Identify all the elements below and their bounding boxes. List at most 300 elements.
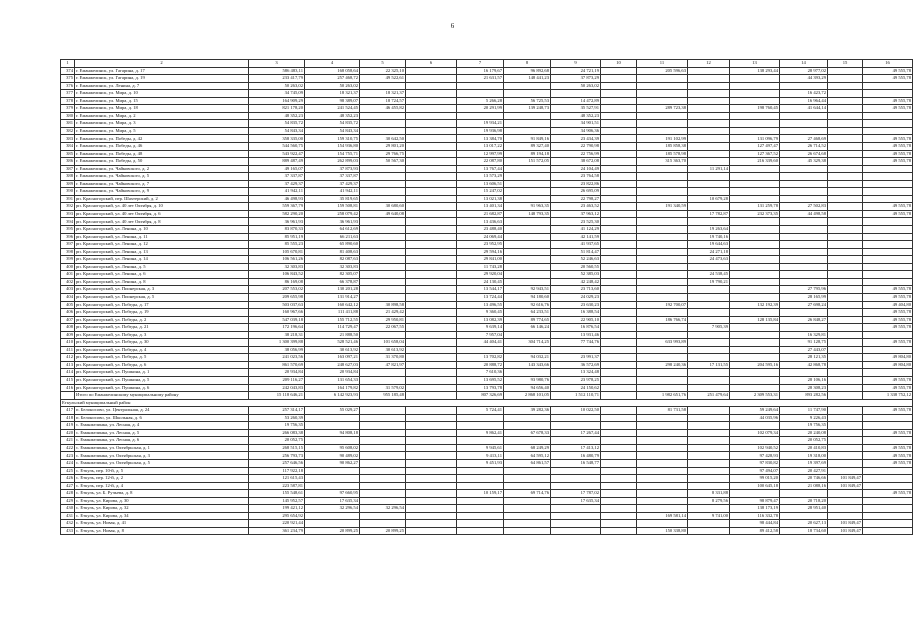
row-number-cell: 404	[61, 293, 75, 301]
column-number-cell: 4	[305, 60, 360, 68]
amount-cell: 20 240,08	[780, 429, 828, 437]
amount-cell	[828, 512, 863, 520]
amount-cell	[863, 226, 913, 234]
table-row	[61, 444, 913, 452]
amount-cell	[305, 414, 360, 422]
table-row	[61, 135, 913, 143]
amount-cell	[551, 437, 601, 445]
amount-cell: 20 052,75	[249, 437, 305, 445]
table-row	[61, 407, 913, 415]
amount-cell	[360, 376, 406, 384]
amount-cell	[863, 437, 913, 445]
amount-cell	[406, 67, 457, 75]
amount-cell	[637, 369, 688, 377]
amount-cell: 22 905,10	[551, 316, 601, 324]
amount-cell	[637, 226, 688, 234]
address-cell: с. Еманжелинка, ул. Лесная, д. 4	[75, 422, 249, 430]
row-number-cell: 411	[61, 346, 75, 354]
amount-cell	[637, 82, 688, 90]
amount-cell	[406, 422, 457, 430]
amount-cell: 46 498,93	[249, 195, 305, 203]
address-cell: рп. Красногорский, ул. Ленина, д. 14	[75, 256, 249, 264]
row-number-cell: 422	[61, 444, 75, 452]
amount-cell: 186 766,74	[637, 316, 688, 324]
amount-cell	[863, 180, 913, 188]
amount-cell	[828, 278, 863, 286]
amount-cell: 44 393,29	[780, 75, 828, 83]
amount-cell	[637, 422, 688, 430]
amount-cell	[828, 429, 863, 437]
amount-cell: 20 560,55	[551, 263, 601, 271]
amount-cell	[360, 120, 406, 128]
amount-cell: 49 555,78	[863, 324, 913, 332]
amount-cell	[551, 527, 601, 535]
column-number-cell: 8	[504, 60, 551, 68]
amount-cell: 26 695,09	[551, 188, 601, 196]
amount-cell: 10 159,17	[457, 490, 504, 498]
amount-cell	[504, 369, 551, 377]
amount-cell	[601, 301, 637, 309]
column-number-cell: 1	[61, 60, 75, 68]
address-cell: рп. Красногорский, ул. Пушкина, д. 1	[75, 369, 249, 377]
amount-cell: 92 616,76	[504, 301, 551, 309]
amount-cell	[688, 437, 730, 445]
amount-cell	[688, 301, 730, 309]
amount-cell: 47 821,97	[360, 361, 406, 369]
amount-cell	[828, 376, 863, 384]
amount-cell: 37 963,12	[551, 210, 601, 218]
amount-cell: 209 655,98	[249, 293, 305, 301]
amount-cell: 42 141,59	[551, 233, 601, 241]
amount-cell: 145 952,57	[249, 497, 305, 505]
table-row	[61, 459, 913, 467]
amount-cell: 98 389,07	[305, 97, 360, 105]
amount-cell	[637, 293, 688, 301]
row-number-cell: 405	[61, 301, 75, 309]
address-cell: п. Белоносово, ул. Школьная, д. 6	[75, 414, 249, 422]
amount-cell	[688, 286, 730, 294]
amount-cell	[863, 482, 913, 490]
amount-cell: 64 595,12	[504, 452, 551, 460]
amount-cell: 8 279,56	[688, 497, 730, 505]
amount-cell: 24 150,62	[551, 384, 601, 392]
amount-cell: 106 843,52	[249, 271, 305, 279]
amount-cell	[828, 248, 863, 256]
amount-cell	[828, 256, 863, 264]
amount-cell	[305, 437, 360, 445]
amount-cell: 64 861,57	[504, 459, 551, 467]
amount-cell	[406, 497, 457, 505]
amount-cell	[406, 75, 457, 83]
amount-cell	[730, 346, 780, 354]
amount-cell: 49 555,78	[863, 143, 913, 151]
amount-cell	[406, 135, 457, 143]
amount-cell	[406, 301, 457, 309]
amount-cell: 39 282,36	[504, 407, 551, 415]
amount-cell	[360, 407, 406, 415]
amount-cell	[730, 226, 780, 234]
row-number-cell: 406	[61, 309, 75, 317]
amount-cell	[637, 437, 688, 445]
amount-cell: 295 654,92	[249, 512, 305, 520]
address-cell: г. Еманжелинск, ул. Победы, д. 46	[75, 143, 249, 151]
amount-cell	[406, 490, 457, 498]
row-number-cell: 428	[61, 490, 75, 498]
amount-cell	[828, 150, 863, 158]
amount-cell: 49 555,78	[863, 158, 913, 166]
amount-cell	[406, 520, 457, 528]
row-number-cell: 401	[61, 271, 75, 279]
amount-cell	[406, 346, 457, 354]
table-row	[61, 520, 913, 528]
column-number-cell: 13	[730, 60, 780, 68]
address-cell: г. Еманжелинск, ул. Мира, д. 3	[75, 120, 249, 128]
table-row	[61, 127, 913, 135]
amount-cell: 20 934,84	[305, 369, 360, 377]
amount-cell	[688, 414, 730, 422]
amount-cell: 19 790,21	[688, 278, 730, 286]
amount-cell	[504, 271, 551, 279]
amount-cell	[828, 369, 863, 377]
amount-cell: 223 587,81	[249, 482, 305, 490]
amount-cell	[730, 218, 780, 226]
amount-cell	[601, 316, 637, 324]
amount-cell: 49 555,78	[863, 286, 913, 294]
amount-cell: 9 413,11	[457, 452, 504, 460]
amount-cell: 94 180,60	[504, 293, 551, 301]
amount-cell	[360, 475, 406, 483]
amount-cell: 93 980,76	[504, 376, 551, 384]
amount-cell: 46 455,82	[360, 105, 406, 113]
amount-cell: 82 087,63	[305, 256, 360, 264]
amount-cell	[551, 467, 601, 475]
address-cell: с. Еткуль, ул. Кирова, д. 32	[75, 505, 249, 513]
amount-cell	[504, 414, 551, 422]
amount-cell	[504, 256, 551, 264]
amount-cell: 106 561,26	[249, 256, 305, 264]
amount-cell	[730, 376, 780, 384]
row-number-cell: 381	[61, 120, 75, 128]
address-cell: г. Еманжелинск, ул. Победы, д. 48	[75, 150, 249, 158]
amount-cell	[637, 165, 688, 173]
amount-cell	[601, 467, 637, 475]
table-row	[61, 210, 913, 218]
amount-cell: 101 849,47	[828, 475, 863, 483]
amount-cell	[360, 233, 406, 241]
amount-cell	[828, 180, 863, 188]
amount-cell: 48 352,23	[305, 112, 360, 120]
amount-cell	[828, 505, 863, 513]
amount-cell: 48 352,23	[249, 112, 305, 120]
amount-cell	[688, 82, 730, 90]
address-cell: с. Еманжелинка, ул. Лесная, д. 6	[75, 437, 249, 445]
amount-cell: 13 021,38	[457, 195, 504, 203]
amount-cell	[637, 467, 688, 475]
address-cell: г. Еманжелинск, ул. Мира, д. 2	[75, 112, 249, 120]
table-row	[61, 173, 913, 181]
amount-cell: 41 124,29	[551, 226, 601, 234]
table-row	[61, 361, 913, 369]
amount-cell	[504, 120, 551, 128]
amount-cell: 38 672,08	[551, 158, 601, 166]
amount-cell	[457, 422, 504, 430]
amount-cell	[406, 256, 457, 264]
amount-cell: 29 920,04	[457, 271, 504, 279]
table-row	[61, 158, 913, 166]
amount-cell	[730, 82, 780, 90]
amount-cell	[780, 248, 828, 256]
amount-cell	[863, 467, 913, 475]
column-number-cell: 5	[360, 60, 406, 68]
amount-cell	[730, 263, 780, 271]
amount-cell: 154 755,71	[305, 150, 360, 158]
amount-cell: 114 729,47	[305, 324, 360, 332]
amount-cell	[637, 256, 688, 264]
amount-cell: 89 327,40	[504, 143, 551, 151]
amount-cell: 10 679,28	[688, 195, 730, 203]
amount-cell	[601, 527, 637, 535]
row-number-cell	[61, 392, 75, 400]
amount-cell: 38 218,31	[249, 331, 305, 339]
amount-cell: 6 142 923,93	[305, 392, 360, 400]
amount-cell	[688, 346, 730, 354]
column-number-cell: 12	[688, 60, 730, 68]
amount-cell: 27 468,69	[780, 135, 828, 143]
amount-cell	[688, 105, 730, 113]
amount-cell	[828, 414, 863, 422]
amount-cell: 20 410,83	[780, 444, 828, 452]
amount-cell: 49 555,78	[863, 459, 913, 467]
amount-cell	[601, 497, 637, 505]
amount-cell	[504, 527, 551, 535]
amount-cell: 955 185,48	[360, 392, 406, 400]
column-number-cell: 15	[828, 60, 863, 68]
amount-cell	[730, 195, 780, 203]
row-number-cell: 403	[61, 286, 75, 294]
amount-cell	[828, 407, 863, 415]
address-cell: с. Еманжелинка, ул. Октябрьская, д. 5	[75, 459, 249, 467]
amount-cell: 127 497,47	[730, 143, 780, 151]
amount-cell: 95 608,02	[305, 444, 360, 452]
amount-cell	[637, 429, 688, 437]
table-row	[61, 301, 913, 309]
section-heading-row	[61, 399, 913, 407]
amount-cell: 97 660,95	[305, 490, 360, 498]
amount-cell: 24 538,45	[688, 271, 730, 279]
address-cell: г. Еманжелинск, ул. Чайковского, д. 9	[75, 188, 249, 196]
amount-cell: 16 423,72	[780, 90, 828, 98]
amount-cell: 36 961,93	[249, 218, 305, 226]
row-number-cell: 377	[61, 90, 75, 98]
amount-cell	[828, 444, 863, 452]
amount-cell	[828, 135, 863, 143]
amount-cell	[688, 467, 730, 475]
amount-cell: 42 868,78	[780, 361, 828, 369]
amount-cell	[601, 361, 637, 369]
address-cell: рп. Красногорский, ул. Победы, д. 3	[75, 331, 249, 339]
amount-cell	[504, 278, 551, 286]
amount-cell	[305, 467, 360, 475]
row-number-cell: 379	[61, 105, 75, 113]
amount-cell: 59 249,64	[730, 407, 780, 415]
amount-cell: 9 226,43	[780, 414, 828, 422]
amount-cell	[780, 369, 828, 377]
amount-cell: 49 555,78	[863, 376, 913, 384]
row-number-cell: 383	[61, 135, 75, 143]
amount-cell: 19 740,16	[688, 233, 730, 241]
amount-cell	[730, 173, 780, 181]
amount-cell	[637, 475, 688, 483]
row-number-cell: 387	[61, 165, 75, 173]
amount-cell: 54 835,72	[305, 120, 360, 128]
amount-cell: 159 310,75	[305, 135, 360, 143]
address-cell: г. Еманжелинск, ул. Чайковского, д. 2	[75, 165, 249, 173]
amount-cell	[601, 150, 637, 158]
amount-cell: 155 712,55	[305, 316, 360, 324]
table-row	[61, 527, 913, 535]
amount-cell	[637, 271, 688, 279]
amount-cell: 66 211,63	[305, 233, 360, 241]
amount-cell	[863, 346, 913, 354]
table-row	[61, 384, 913, 392]
amount-cell	[406, 293, 457, 301]
amount-cell	[688, 505, 730, 513]
amount-cell	[601, 452, 637, 460]
amount-cell	[780, 309, 828, 317]
amount-cell	[406, 324, 457, 332]
amount-cell: 138 173,19	[730, 505, 780, 513]
amount-cell	[637, 346, 688, 354]
amount-cell: 20 627,13	[780, 520, 828, 528]
amount-cell	[457, 505, 504, 513]
amount-cell: 65 890,60	[305, 241, 360, 249]
table-row	[61, 82, 913, 90]
amount-cell: 13 793,78	[457, 384, 504, 392]
amount-cell: 81 408,63	[305, 248, 360, 256]
amount-cell: 44 404,41	[457, 339, 504, 347]
amount-cell	[637, 173, 688, 181]
amount-cell	[406, 407, 457, 415]
amount-cell: 361 234,79	[249, 527, 305, 535]
amount-cell	[601, 165, 637, 173]
amount-cell	[730, 256, 780, 264]
amount-cell	[730, 165, 780, 173]
amount-cell	[504, 127, 551, 135]
amount-cell: 251 479,64	[688, 392, 730, 400]
amount-cell: 17 787,02	[551, 490, 601, 498]
amount-cell: 121 615,43	[249, 475, 305, 483]
amount-cell	[688, 120, 730, 128]
row-number-cell: 400	[61, 263, 75, 271]
amount-cell	[828, 437, 863, 445]
amount-cell: 49 804,80	[863, 354, 913, 362]
amount-cell: 102 940,52	[730, 444, 780, 452]
column-number-cell: 16	[863, 60, 913, 68]
amount-cell	[406, 180, 457, 188]
amount-cell: 94 656,40	[504, 384, 551, 392]
amount-cell	[730, 369, 780, 377]
table-row	[61, 218, 913, 226]
table-row	[61, 339, 913, 347]
amount-cell: 49 555,78	[863, 444, 913, 452]
amount-cell: 207 553,02	[249, 286, 305, 294]
amount-cell: 232 373,35	[730, 210, 780, 218]
amount-cell: 23 952,95	[457, 241, 504, 249]
amount-cell: 164 179,82	[305, 384, 360, 392]
amount-cell	[730, 309, 780, 317]
amount-cell: 16 480,79	[551, 452, 601, 460]
amount-cell	[828, 203, 863, 211]
table-row	[61, 188, 913, 196]
table-row	[61, 346, 913, 354]
table-row	[61, 165, 913, 173]
amount-cell: 13 496,55	[457, 301, 504, 309]
amount-cell	[730, 112, 780, 120]
amount-cell	[637, 241, 688, 249]
amount-cell	[688, 112, 730, 120]
amount-cell	[601, 248, 637, 256]
address-cell: рп. Красногорский, ул. Ленина, д. 12	[75, 241, 249, 249]
amount-cell: 52 246,63	[551, 256, 601, 264]
amount-cell	[688, 520, 730, 528]
amount-cell	[305, 422, 360, 430]
amount-cell: 8 331,88	[688, 490, 730, 498]
amount-cell: 24 130,45	[457, 278, 504, 286]
amount-cell	[637, 459, 688, 467]
amount-cell: 34 906,36	[551, 127, 601, 135]
amount-cell	[360, 331, 406, 339]
table-row	[61, 120, 913, 128]
amount-cell: 168 058,64	[305, 67, 360, 75]
amount-cell: 89 412,58	[730, 527, 780, 535]
amount-cell	[730, 233, 780, 241]
amount-cell	[688, 67, 730, 75]
amount-cell: 35 819,65	[305, 195, 360, 203]
amount-cell: 13 017,22	[457, 143, 504, 151]
amount-cell: 204 595,16	[730, 361, 780, 369]
amount-cell: 50 263,02	[305, 82, 360, 90]
address-cell: рп. Красногорский, ул. Победы, д. 6	[75, 361, 249, 369]
column-number-cell: 2	[75, 60, 249, 68]
amount-cell	[601, 256, 637, 264]
amount-cell: 131 914,27	[305, 293, 360, 301]
amount-cell: 54 835,72	[249, 120, 305, 128]
amount-cell	[551, 482, 601, 490]
amount-cell: 37 873,29	[551, 75, 601, 83]
amount-cell: 96 892,68	[504, 67, 551, 75]
address-cell: рп. Красногорский, ул. Ленина, д. 5	[75, 263, 249, 271]
amount-cell	[406, 384, 457, 392]
amount-cell	[863, 414, 913, 422]
amount-cell	[730, 127, 780, 135]
amount-cell: 31 579,02	[360, 384, 406, 392]
amount-cell	[863, 195, 913, 203]
amount-cell: 13 767,44	[457, 165, 504, 173]
amount-cell: 21 429,42	[360, 309, 406, 317]
column-number-cell: 11	[637, 60, 688, 68]
table-row	[61, 437, 913, 445]
address-cell: п. Белоносово, ул. Центральная, д. 24	[75, 407, 249, 415]
amount-cell: 30 613,92	[360, 346, 406, 354]
amount-cell	[828, 165, 863, 173]
amount-cell: 21 888,50	[305, 331, 360, 339]
amount-cell: 23 463,52	[551, 203, 601, 211]
amount-cell: 49 555,78	[863, 150, 913, 158]
amount-cell	[828, 226, 863, 234]
amount-cell: 13 931,46	[551, 331, 601, 339]
amount-cell	[406, 241, 457, 249]
amount-cell: 28 106,16	[780, 376, 828, 384]
